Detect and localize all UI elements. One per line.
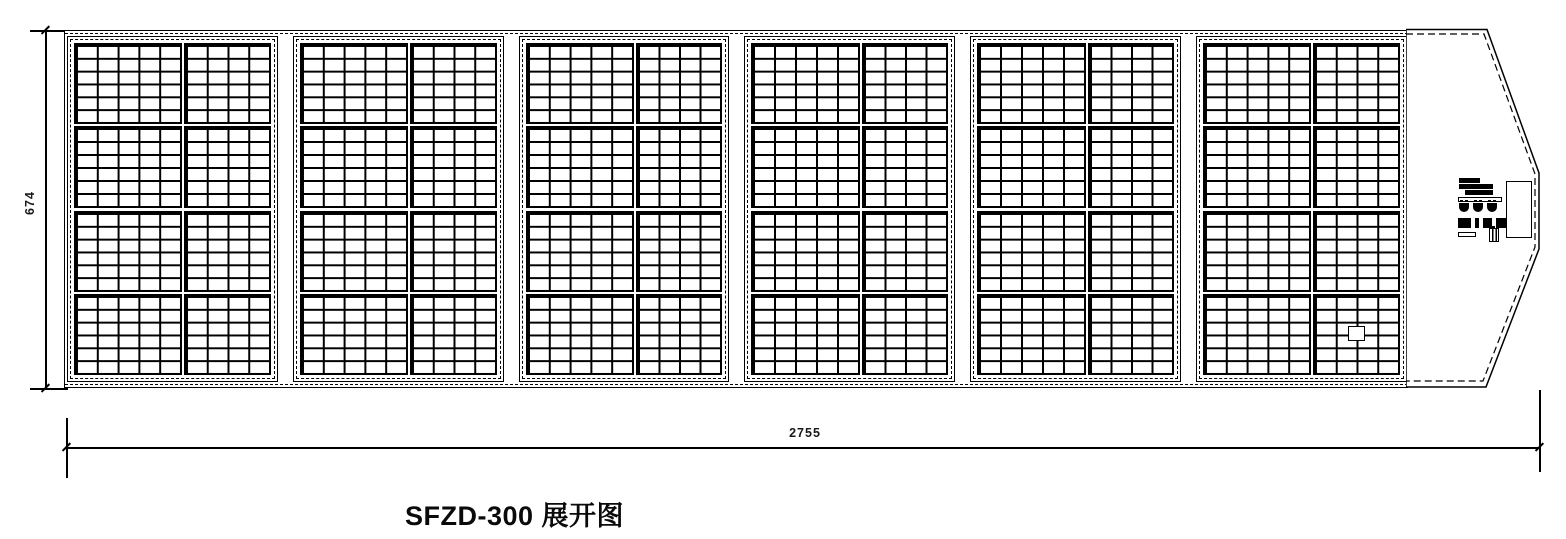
cell-grid-quadrant — [1088, 43, 1175, 124]
cell-grid-quadrant — [74, 294, 182, 375]
solar-module — [300, 43, 497, 208]
cell-grid-quadrant — [1313, 126, 1400, 207]
extension-line — [30, 388, 68, 390]
solar-module — [1203, 211, 1400, 376]
cell-grid-quadrant — [1313, 211, 1400, 292]
stitch-line-top — [65, 33, 1408, 34]
label-text-line — [1458, 197, 1502, 202]
solar-panel-section — [1196, 36, 1407, 382]
panel-modules — [977, 43, 1174, 375]
cell-grid-quadrant — [300, 43, 408, 124]
cell-grid-quadrant — [184, 126, 271, 207]
solar-module — [74, 43, 271, 208]
certification-icons-row — [1458, 218, 1506, 228]
cell-grid-quadrant — [410, 294, 497, 375]
cell-grid-quadrant — [410, 126, 497, 207]
solar-module — [526, 211, 723, 376]
cell-grid-quadrant — [977, 294, 1085, 375]
cell-grid-quadrant — [977, 126, 1085, 207]
cell-grid-quadrant — [751, 294, 859, 375]
cell-grid-quadrant — [526, 294, 634, 375]
length-dimension-line — [66, 447, 1540, 449]
cell-grid-quadrant — [1088, 294, 1175, 375]
ce-mark-icon — [1458, 218, 1471, 228]
cell-grid-quadrant — [300, 294, 408, 375]
panel-modules — [526, 43, 723, 375]
cell-grid-quadrant — [862, 294, 949, 375]
solar-module — [1203, 43, 1400, 208]
solar-panel-section — [519, 36, 730, 382]
battery-disposal-icon — [1489, 228, 1499, 242]
solar-panel-section — [67, 36, 278, 382]
cell-grid-quadrant — [636, 294, 723, 375]
cell-grid-quadrant — [74, 211, 182, 292]
label-text-line — [1458, 232, 1476, 237]
cell-grid-quadrant — [1203, 43, 1311, 124]
cert-mark-icon — [1496, 218, 1506, 228]
cell-grid-quadrant — [636, 43, 723, 124]
cell-grid-quadrant — [862, 43, 949, 124]
cell-grid-quadrant — [1088, 126, 1175, 207]
cell-grid-quadrant — [862, 126, 949, 207]
solar-module — [74, 211, 271, 376]
panel-modules — [751, 43, 948, 375]
cell-grid-quadrant — [751, 126, 859, 207]
cell-grid-quadrant — [74, 126, 182, 207]
cell-grid-quadrant — [636, 211, 723, 292]
drawing-title: SFZD-300 展开图 — [405, 501, 625, 531]
cell-grid-quadrant — [526, 211, 634, 292]
extension-line — [30, 30, 64, 32]
length-dimension-label: 2755 — [789, 426, 821, 440]
brand-text-bar — [1459, 178, 1480, 183]
cell-grid-quadrant — [1088, 211, 1175, 292]
cell-grid-quadrant — [300, 211, 408, 292]
solar-module — [977, 43, 1174, 208]
certification-icon — [1459, 203, 1469, 212]
fabric-outline — [64, 30, 1408, 388]
cell-grid-quadrant — [636, 126, 723, 207]
solar-module — [977, 211, 1174, 376]
panel-modules — [1203, 43, 1400, 375]
cell-grid-quadrant — [410, 211, 497, 292]
stitch-line-bottom — [65, 384, 1408, 385]
solar-module — [300, 211, 497, 376]
brand-text-bar — [1465, 190, 1493, 195]
cell-grid-quadrant — [1203, 126, 1311, 207]
cell-grid-quadrant — [410, 43, 497, 124]
cert-mark-icon — [1475, 218, 1479, 228]
solar-module — [751, 211, 948, 376]
solar-module — [751, 43, 948, 208]
cell-grid-quadrant — [184, 43, 271, 124]
cell-grid-quadrant — [184, 294, 271, 375]
height-dimension-label: 674 — [23, 191, 37, 215]
certification-icon — [1473, 203, 1483, 212]
cell-grid-quadrant — [751, 43, 859, 124]
panels-row — [67, 36, 1407, 382]
solar-panel-section — [970, 36, 1181, 382]
cell-grid-quadrant — [977, 211, 1085, 292]
cell-grid-quadrant — [74, 43, 182, 124]
cell-grid-quadrant — [526, 126, 634, 207]
marker-square — [1348, 326, 1365, 341]
certification-icons-row — [1459, 203, 1497, 212]
solar-panel-section — [293, 36, 504, 382]
cell-grid-quadrant — [184, 211, 271, 292]
solar-module — [526, 43, 723, 208]
cell-grid-quadrant — [977, 43, 1085, 124]
panel-modules — [74, 43, 271, 375]
cell-grid-quadrant — [1203, 294, 1311, 375]
solar-panel-section — [744, 36, 955, 382]
panel-modules — [300, 43, 497, 375]
cell-grid-quadrant — [526, 43, 634, 124]
cell-grid-quadrant — [862, 211, 949, 292]
cell-grid-quadrant — [300, 126, 408, 207]
cell-grid-quadrant — [751, 211, 859, 292]
certification-icon — [1487, 203, 1497, 212]
brand-text-bar — [1459, 184, 1493, 189]
height-dimension-line — [45, 30, 47, 389]
cell-grid-quadrant — [1203, 211, 1311, 292]
cert-mark-icon — [1483, 218, 1492, 228]
cell-grid-quadrant — [1313, 43, 1400, 124]
extension-line — [1539, 390, 1541, 472]
label-pocket — [1506, 181, 1532, 238]
